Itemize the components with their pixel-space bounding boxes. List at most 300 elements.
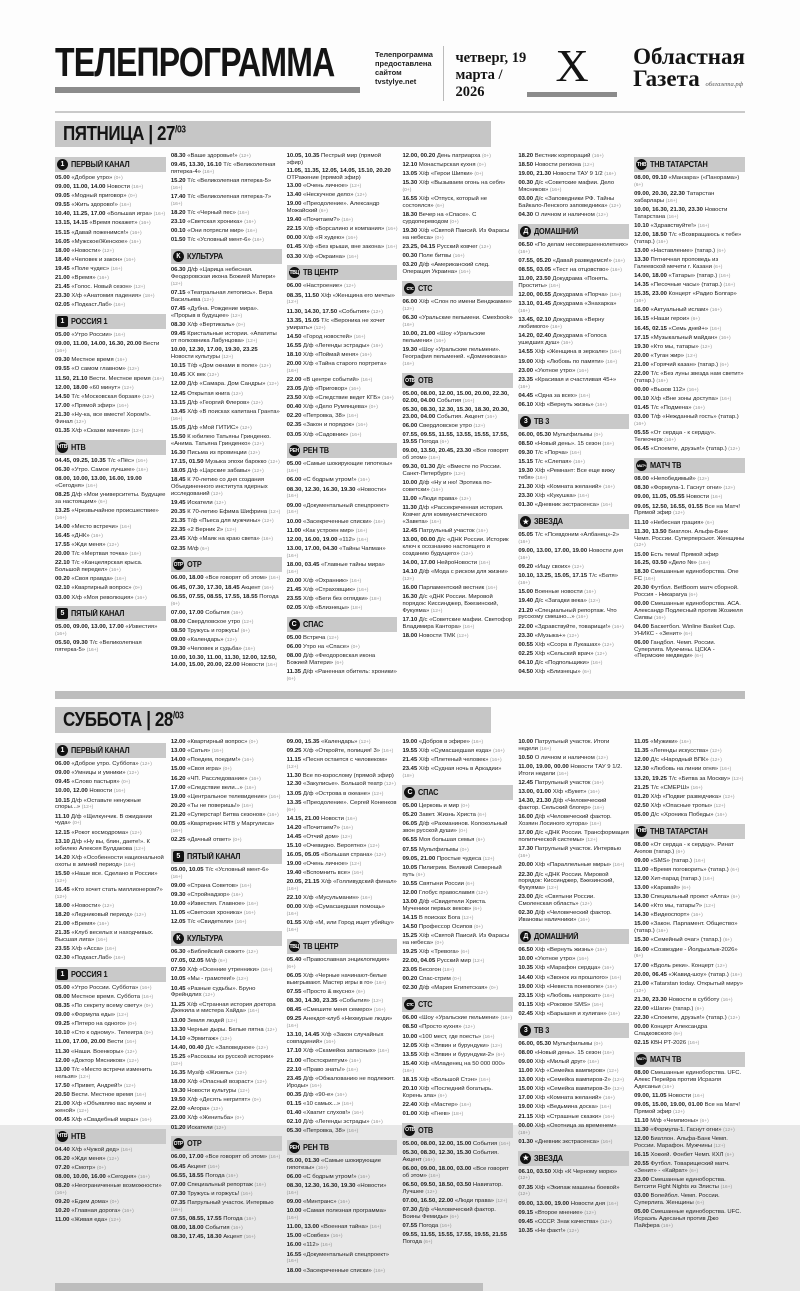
listing-item: 02.30 Д/ф «Человеческий фактор. Ивановы наличники» (16+) [518,910,629,925]
listing-item: 01.30 «Дневник экстрасенса» (16+) [518,502,629,510]
listing-item: 02.05 «Подкаст.Лаб» (16+) [55,302,166,310]
listing-item: 10.00, 16.30, 21.30, 23.30 Новости Татарстана (16+) [634,207,745,222]
listing-item: 17.40 Т/с «Великолепная пятерка-7» (16+) [171,194,282,209]
listing-item: 21.30 «Ну-ка, все вместе! Хором!». Финал (12+) [55,412,166,427]
listing-item: 17.10 Х/ф «Скамейка запасных» (16+) [287,1048,398,1056]
channel-logo-icon: ТВЦ [289,941,300,952]
listing-item: 07.30 Тружусь и горжусь! (16+) [171,1191,282,1199]
listing-item: 12.00 Д/ф «Самара. Дом Сандры» (12+) [171,381,282,389]
listing-item: 01.45 Х/ф «Без крыши, вне закона» (16+) [287,244,398,252]
listing-item: 20.30 Футбол. BetBoom матч сборной. Россия - Никарагуа (6+) [634,585,745,600]
listing-item: 09.45, 13.30, 16.10 Т/с «Великолепная пятерка-4» (16+) [171,162,282,177]
listing-item: 17.00 «Прямой эфир» (16+) [55,403,166,411]
listing-item: 18.00 Новости ТМК (12+) [402,633,513,641]
listing-item: 08.50 Тружусь и горжусь! (6+) [171,628,282,636]
listing-column [634,739,745,1276]
listing-item: 19.00 Х/ф «Невеста поневоле» (16+) [518,984,629,992]
section-divider-bar [55,1283,483,1291]
listing-item: 08.00, 18.00 События (16+) [171,1225,282,1233]
channel-logo-icon: ОТВ [404,1125,415,1136]
listing-item: 23.30 Х/ф «Анатомия падения» (18+) [55,293,166,301]
listing-item: 16.05 «Мужское/Женское» (16+) [55,239,166,247]
listing-item: 01.15 «10 самых...» (16+) [287,1101,398,1109]
listing-item: 17.00 Д/с «ДНК России. Трансформация политической системы» (12+) [518,830,629,845]
listing-item: 13.00 «Сатья» (16+) [171,748,282,756]
channel-header [55,314,166,329]
channel-name: РЕН ТВ [303,446,329,455]
channel-name: МАТЧ ТВ [650,1055,681,1064]
listing-item: 12.45 Патрульный участок (16+) [402,528,513,536]
listing-item: 10.00, 12.30, 17.00, 19.30, 23.25 Новости культуры (12+) [171,347,282,362]
listing-column [171,153,282,685]
channel-header [287,443,398,458]
listing-item: 05.00, 10.05 Т/с «Условный мент-6» (16+) [171,867,282,882]
listing-item: 15.25 Х/ф «Святой Паисий. Из Фарасы на небеса» (0+) [402,933,513,948]
listing-item: 15.30 Х/ф «Вызываем огонь на себя» (0+) [402,180,513,195]
listing-item: 03.20 Д/ф «Американский след. Операция Украина» (16+) [402,262,513,277]
listing-item: 10.10 «Здравствуйте!» (16+) [634,223,745,231]
listing-item: 09.30 Т/с «Порча» (16+) [518,450,629,458]
listing-item: 13.05 Д/ф «Острова в океане» (12+) [287,791,398,799]
listing-item: 09.00, 11.00, 14.00 Новости (16+) [55,184,166,192]
listing-item: 09.00, 13.50, 20.45, 23.30 «Все говорят об этом» (16+) [402,448,513,463]
listing-item: 09.00 «Страна Советов» (16+) [171,883,282,891]
listing-item: 21.45 «Голос. Новый сезон» (12+) [55,284,166,292]
listing-item: 10.15 Д/ф «Оставьте ненужные споры...» (12+) [55,798,166,813]
listing-item: 01.15 Х/ф «Роковое SMS» (16+) [518,1002,629,1010]
listing-item: 06.45 «Споемте, друзья!» (татар.) (12+) [634,446,745,454]
listing-item: 11.30, 13.50 Биатлон. Альфа-Банк Чемп. России. Суперперсьют. Женщины (12+) [634,529,745,551]
listing-item: 13.05 Х/ф «Герои Шипки» (0+) [402,171,513,179]
channel-header [634,458,745,473]
listing-item: 09.45 «Слово пастыря» (0+) [55,779,166,787]
listing-item: 10.00 Д/ф «Ну и ню! Эротика по-советски» (16+) [402,480,513,495]
listing-item: 02.50 Х/ф «Опасные тропы» (12+) [634,803,745,811]
provider-note: Телепрограмма предоставлена сайтом tvstylye.net [375,42,433,86]
channel-logo-icon: 1 [57,316,68,327]
listing-item: 21.45 Х/ф «Плетеный человек» (16+) [402,757,513,765]
listing-item: 14.40, 00.40 Д/с «Заповедное» (12+) [171,1045,282,1053]
listing-item: 12.00 «Доктор Мясников» (12+) [55,1058,166,1066]
listing-item: 21.00 «Горячий казан» (татар.) (6+) [634,362,745,370]
listing-item: 23.00 Д/с «Святыни России. Смоленская область» (12+) [518,894,629,909]
listing-item: 09.00 Х/ф «Милый друг» (16+) [518,1059,629,1067]
listing-item: 14.50 «Город новостей» (16+) [287,334,398,342]
listing-item: 15.00 Х/ф «Семейка вампиров-3» (12+) [518,1086,629,1094]
listing-item: 23.00 «Уютное утро» (16+) [518,368,629,376]
listing-item: 08.30, 14.30, 23.35 «События» (12+) [287,998,398,1006]
channel-name: НТВ [71,443,86,452]
listing-item: 14.00 «Место встречи» (16+) [55,524,166,532]
listing-item: 07.55 «Просто & вкусно» (6+) [287,989,398,997]
listing-item: 06.30 «Утро. Самое лучшее» (16+) [55,467,166,475]
listing-item: 16.00 Д/ф «Человеческий фактор. Хозяин Лосиного хутора» (16+) [518,814,629,829]
listing-item: 16.25, 03.50 «Дело №» (16+) [634,560,745,568]
listing-item: 05.00 Д/с «Хроника Победы» (16+) [634,812,745,820]
listing-item: 19.00 Х/ф «Любовь по памяти» (16+) [518,359,629,367]
listing-item: 16.00 Парламентский вестник (16+) [402,585,513,593]
listing-item: 09.05 «Модный приговор» (0+) [55,193,166,201]
listing-item: 00.00 Х/ф «Сумасшедшая помощь» (16+) [287,904,398,919]
listing-item: 02.05 Х/ф «Близнецы» (18+) [287,605,398,613]
listing-item: 02.30 Д/ф «Мария Египетская» (0+) [402,985,513,993]
listing-item: 15.00 Есть тема! Прямой эфир [634,552,745,559]
listing-item: 06.00 «С бодрым утром!» (16+) [287,1174,398,1182]
listing-item: 11.00 Х/ф «Семейка вампиров» (12+) [518,1068,629,1076]
listing-item: 13.30 Специальный проект «Алга» (6+) [634,894,745,902]
listing-item: 03.05 Х/ф «Садовник» (16+) [287,432,398,440]
channel-header [55,606,166,621]
channel-header [55,157,166,172]
listing-item: 22.15 Х/ф «Борсалино и компания» (16+) [287,226,398,234]
listing-item: 08.00 «От сердца - к сердцу». Ринат Аюпов (татар.) (6+) [634,842,745,857]
listing-item: 12.00 Глобус православия (12+) [402,890,513,898]
listing-item: 18.20 Т/с «Черный пес» (16+) [171,210,282,218]
listing-item: 08.30 Х/ф «Вертикаль» (0+) [171,322,282,330]
listing-item: 22.00 Т/с «Без луны звезда нам светит» (татар.) (16+) [634,371,745,386]
channel-logo-icon: С [404,787,415,798]
listing-item: 02.10 Д/ф «Легенды эстрады» (16+) [287,1119,398,1127]
listing-item: 14.15, 21.00 Новости (16+) [287,816,398,824]
listing-item: 09.00 «Минтранс» (16+) [287,1199,398,1207]
listing-item: 14.20, 02.40 Докудрама «Голоса ушедших душ» (16+) [518,333,629,348]
listing-column [287,739,398,1276]
listing-item: 06.30 Д/ф «Царица небесная. Феодоровская икона Божией Матери» (12+) [171,267,282,289]
listing-item: 12.00, 00.55 Докудрама «Порча» (16+) [518,292,629,300]
listing-item: 01.40 «Хватит слухов!» (16+) [287,1110,398,1118]
listing-item: 14.00 «Поедем, поедим!» (16+) [171,757,282,765]
listing-item: 23.00 Смешанные единоборства. Бетсити Fight Nights из Элисты (16+) [634,1177,745,1192]
listing-item: 21.15 Х/ф «Страшные сказки» (16+) [518,1114,629,1122]
listing-column [402,739,513,1276]
listing-item: 07.35 Патрульный участок. Интервью (16+) [171,1200,282,1215]
channel-name: СПАС [418,788,438,797]
listing-item: 13.00 «Очень личное» (12+) [287,183,398,191]
listing-item: 04.00 Баскетбол. Winline Basket Cup. УНИКС - «Зенит» (6+) [634,624,745,639]
listing-item: 21.00 «Постскриптум» (16+) [287,1058,398,1066]
channel-header [55,967,166,982]
listing-item: 12.05 Т/с «Свидетели» (16+) [171,919,282,927]
listing-column [518,153,629,685]
listing-item: 12.45 Патрульный участок (16+) [518,780,629,788]
listing-item: 23.10 «Светская хроника» (16+) [171,219,282,227]
channel-logo-icon: К [173,251,184,262]
listing-item: 09.30, 01.30 Д/с «Вместе по России. Санкт-Петербург» (12+) [402,464,513,479]
listing-item: 18.40 «Человек и закон» (16+) [55,257,166,265]
listing-item: 11.10 М/ф «Чемпионы» (6+) [634,1118,745,1126]
channel-name: КУЛЬТУРА [187,252,223,261]
listing-item: 15.05 Д/ф «Мой ГИТИС» (12+) [171,425,282,433]
listing-item: 16.15 «Наши герои» (6+) [634,316,745,324]
listing-item: 19.40 «Почитаем?» (16+) [287,217,398,225]
channel-logo-icon: стс [404,999,415,1010]
listing-item: 21.30, 23.30 Новости в субботу (16+) [634,997,745,1005]
listing-item: 19.30 Новости культуры (12+) [171,1088,282,1096]
listing-item: 04.30 О личном и наличном (12+) [518,212,629,220]
listing-item: 10.00, 21.00 «Шоу «Уральские пельмени» (16+) [402,331,513,346]
listing-item: 15.15 Т/с «Слепая» (16+) [518,459,629,467]
listing-item: 10.00 Патрульный участок. Итоги недели (16+) [518,739,629,754]
listing-item: 05.00 Церковь и мир (0+) [402,803,513,811]
channel-header [518,224,629,239]
listing-item: 20.05, 21.15 Х/ф «Голливудский финал» (16+) [287,879,398,894]
listing-item: 08.30, 17.45, 18.30 Акцент (16+) [171,1234,282,1242]
listing-item: 00.30 Д/с «Советские мафии. Дело Мясников» (16+) [518,180,629,195]
listing-column [171,739,282,1276]
channel-header [287,939,398,954]
listing-item: 11.00 «Живая еда» (12+) [55,1217,166,1225]
listing-item: 18.00 «Новости» (12+) [55,903,166,911]
listing-item: 07.30 Д/ф «Человеческий фактор. Воины Фемиды» (6+) [402,1207,513,1222]
channel-header [518,414,629,429]
listing-item: 10.20 «Главная дорога» (16+) [55,1208,166,1216]
listing-item: 13.00 Земля людей (12+) [171,1018,282,1026]
listing-item: 20.20 «Ты не поверишь!» (16+) [171,803,282,811]
channel-header [171,1136,282,1151]
listing-item: 18.20 «Ледниковый период» (12+) [55,912,166,920]
listing-item: 09.20 «Едим дома» (0+) [55,1199,166,1207]
listing-item: 18.00, 03.45 «Главные тайны мира» (16+) [287,562,398,577]
listing-item: 21.20 «Специальный репортаж. Что русскому смешно...» (16+) [518,608,629,623]
channel-header [402,997,513,1012]
listing-item: 16.30 Письма из провинции (12+) [171,450,282,458]
listing-item: 06.00 Гандбол. Чемп. России. Суперлига. Мужчины. ЦСКА - «Пермские медведи» (6+) [634,640,745,662]
channel-logo-icon: ТНВ [636,826,647,837]
listing-item: 19.40 «Вспомнить все» (16+) [287,870,398,878]
listing-item: 14.10 Д/ф «Мода с риском для жизни» (12+) [402,569,513,584]
listing-item: 11.30 Все по-взрослому (прямой эфир) [287,773,398,780]
listing-item: 06.50 «По делам несовершеннолетних» (16+) [518,242,629,257]
listing-item: 18.50 Новости региона (12+) [518,162,629,170]
listing-item: 12.00 «Квартирный вопрос» (0+) [171,739,282,747]
listing-item: 09.00 «Календарь» (12+) [171,637,282,645]
listing-item: 06.45, 07.30, 17.30, 18.45 Акцент (16+) [171,585,282,593]
listing-item: 02.10 «Квартирный вопрос» (0+) [55,585,166,593]
listing-item: 21.00 «Время» (16+) [55,275,166,283]
listing-item: 20.00 Х/ф «Охранник» (16+) [287,578,398,586]
channel-logo-icon: ОТР [173,559,184,570]
listing-item: 10.00, 12.00 Новости (16+) [55,788,166,796]
listing-item: 07.00, 17.00 События (16+) [171,610,282,618]
listing-column [518,739,629,1276]
channel-logo-icon: 3 [520,416,531,427]
listing-item: 20.00 «Туган жир» (12+) [634,353,745,361]
listing-item: 16.45 «ДНК» (16+) [55,533,166,541]
listing-item: 12.45 Открытая книга (12+) [171,391,282,399]
channel-header [171,849,282,864]
listing-item: 16.00 «Созвездие - Йолдызлык-2026» (6+) [634,947,745,962]
listing-item: 15.30 «Семейный очаг» (татар.) (6+) [634,937,745,945]
listing-item: 06.55, 07.55, 08.55, 17.55, 18.55 Погода (6+) [171,594,282,609]
channel-name: РОССИЯ 1 [71,317,107,326]
channel-name: РОССИЯ 1 [71,970,107,979]
channel-name: ЗВЕЗДА [534,1154,563,1163]
listing-item: 19.45 «Поле чудес» (16+) [55,266,166,274]
listing-item: 11.05 «Светская хроника» (16+) [171,910,282,918]
listing-item: 11.30 «Формула-1. Гаснут огни» (12+) [634,1127,745,1135]
listing-item: 04.50 Х/ф «Близнецы» (6+) [518,669,629,677]
listing-item: 07.55, 08.55, 17.55 Погода (16+) [171,1216,282,1224]
listing-item: 13.45, 02.10 Докудрама «Верну любимого» (16+) [518,317,629,332]
listing-item: 12.00, 18.00 «60 минут» (12+) [55,385,166,393]
listing-item: 11.25 Х/ф «Странная история доктора Джекила и мистера Хайда» (16+) [171,1002,282,1017]
listing-item: 10.00 «Известия. Главное» (16+) [171,901,282,909]
listing-item: 14.30 «Видеоспорт» (16+) [634,912,745,920]
listing-item: 14.55 Х/ф «Женщина в зеркале» (16+) [518,349,629,357]
listing-item: 17.30 Патрульный участок. Интервью (16+) [518,846,629,861]
listing-item: 09.05, 12.50, 16.55, 01.55 Все на Матч! Прямой эфир (12+) [634,504,745,519]
listing-item: 22.30 «Споемте, друзья!» (татар.) (12+) [634,1015,745,1023]
listing-item: 12.05 Х/ф «Элвин и бурундуки» (12+) [402,1043,513,1051]
listing-item: 12.15 «Рокот космодрома» (12+) [55,830,166,838]
listing-item: 06.10 Х/ф «Вернуть жизнь» (16+) [518,402,629,410]
listing-item: 10.05 «Мы - грамотеи!» (12+) [171,976,282,984]
listing-item: 23.05 Д/ф «Приговор» (16+) [287,386,398,394]
listing-item: 09.20 «Ищу своих» (12+) [518,564,629,572]
channel-header [402,1123,513,1138]
listing-item: 08.00 «Новый день». 15 сезон (16+) [518,1050,629,1058]
listing-item: 23.00 Х/ф «Женитьба» (0+) [171,1115,282,1123]
listing-item: 05.00 Смешанные единоборства. UFC. Исраэль Адесанья против Джо Пайфера (16+) [634,1209,745,1231]
listing-item: 20.00, 06.45 «Жавид-шоу» (татар.) (16+) [634,972,745,980]
listing-item: 18.45 К 70-летию со дня создания Объединенного института ядерных исследований (12+) [171,477,282,499]
listing-item: 00.35 Д/ф «90-е» (16+) [287,1092,398,1100]
listing-item: 02.30 «Подкаст.Лаб» (16+) [55,955,166,963]
listing-item: 15.20 Т/с «Великолепная пятерка-5» (16+) [171,178,282,193]
listing-item: 22.00 «Агора» (12+) [171,1106,282,1114]
listing-item: 01.35 Х/ф «Сказки мачехи» (12+) [55,428,166,436]
listing-item: 05.40 «Православная энциклопедия» (6+) [287,957,398,972]
channel-name: РЕН ТВ [303,1143,329,1152]
channel-logo-icon: Д [520,931,531,942]
listing-item: 16.55 Д/ф «Легенды эстрады» (16+) [287,343,398,351]
listing-item: 08.30 «Формула-1. Гаснут огни» (12+) [634,485,745,493]
listing-item: 15.00 Военные новости (16+) [518,589,629,597]
listing-item: 08.00, 10.00, 16.00 «Сегодня» (16+) [55,1174,166,1182]
listing-item: 09.55, 11.55, 15.55, 17.55, 19.55, 21.55 Погода (6+) [402,1232,513,1247]
listing-item: 12.00, 16.00, 19.00 «112» (16+) [287,537,398,545]
listing-item: 16.55 Х/ф «Отпуск, который не состоялся» (6+) [402,196,513,211]
listing-item: 15.00 «Совбез» (16+) [287,1233,398,1241]
listing-item: 13.15, 14.15 «Время покажет» (16+) [55,220,166,228]
listing-item: 08.00 Смешанные единоборства. UFC. Алекс Перейра против Исраэля Адесаньи (16+) [634,1070,745,1092]
listing-item: 22.30 Д/с «ДНК России. Мировой порядок: Киссинджер, Бжезинский, Фукуяма» (12+) [518,872,629,894]
listing-item: 10.00 «Уютное утро» (16+) [518,956,629,964]
listing-item: 21.35 «Клуб веселых и находчивых. Высшая лига» (16+) [55,930,166,945]
listing-item: 17.50 «Привет, Андрей!» (12+) [55,1083,166,1091]
listing-item: 18.30 Вечер на «Спасе». С сурдопереводом (0+) [402,212,513,227]
channel-name: ОТР [187,560,202,569]
listing-item: 14.50 Т/с «Московская борзая» (12+) [55,394,166,402]
listing-item: 05.00 Встреча (12+) [287,635,398,643]
listing-item: 22.00 «В центре событий» (16+) [287,377,398,385]
listing-item: 05.30, 08.30, 12.30, 15.30 События. Акцент (16+) [402,1150,513,1165]
listing-item: 12.00, 18.50 Т/с «Возвращаюсь к тебе» (татар.) (16+) [634,232,745,247]
listing-item: 09.05, 21.00 Простые чудеса (12+) [402,856,513,864]
listing-item: 23.30 Х/ф «Кукушка» (16+) [518,493,629,501]
listing-item: 13.10 Д/ф «Ну вы, блин, даете!». К юбилею Алексея Булдакова (12+) [55,839,166,854]
listing-item: 07.45 «Дубна. Рождение мира». «Прорыв в будущее» (12+) [171,306,282,321]
listing-item: 05.55 «От сердца - к сердцу». Телеочерк (16+) [634,430,745,445]
listing-item: 06.00 «Шоу «Уральские пельмени» (16+) [402,1015,513,1023]
listing-item: 09.55 «Жить здорово!» (16+) [55,202,166,210]
listing-item: 06.00 «Доброе утро. Суббота» (12+) [55,761,166,769]
listing-item: 16.30 Д/с «ДНК России. Мировой порядок: Киссинджер, Бжезинский, Фукуяма» (12+) [402,594,513,616]
listing-item: 09.30 «Стройнадзор» (16+) [171,892,282,900]
listing-item: 23.35 «Красивая и счастливая 45+» (16+) [518,377,629,392]
listing-item: 08.00 «Непобедимый» (12+) [634,476,745,484]
listing-item: 20.00 Т/с «Мертвая точка» (16+) [55,551,166,559]
listing-item: 09.25 «Пятеро на одного» (0+) [55,1021,166,1029]
listing-item: 09.45 «СССР. Знак качества» (12+) [518,1219,629,1227]
listing-item: 07.50 Х/ф «Осенние утренники» (16+) [171,967,282,975]
channel-logo-icon: 3 [520,1025,531,1036]
listing-item: 17.00 «Следствие вели...» (16+) [171,785,282,793]
listing-item: 09.00, 11.05 Новости (16+) [634,1093,745,1101]
listing-item: 09.00 «Формула еды» (12+) [55,1012,166,1020]
channel-header [171,249,282,264]
channel-name: КУЛЬТУРА [187,934,223,943]
listing-item: 08.00 Свердловское утро (12+) [171,619,282,627]
listing-item: 14.15 В поисках Бога (12+) [402,915,513,923]
listing-item: 10.10 «Сто к одному». Телеигра (0+) [55,1030,166,1038]
channel-header [402,785,513,800]
listing-item: 06.10, 03.50 Х/ф «К Черному морю» (12+) [518,1169,629,1184]
channel-logo-icon: 5 [57,608,68,619]
listing-item: 23.30 «Музыка+» (12+) [518,633,629,641]
listing-item: 17.00 «Вдоль реки». Концерт (12+) [634,963,745,971]
listing-item: 14.45 «Отчий дом» (12+) [287,834,398,842]
listing-item: 19.00, 21.30 Новости ТАУ 9 1/2 (16+) [518,171,629,179]
listing-item: 10.10, 13.25, 15.05, 17.15 Т/с «Батя» (16+) [518,573,629,588]
listing-item: 14.00, 17.00 НейроНовости (16+) [402,560,513,568]
listing-item: 00.10 «Они потрясли мир» (16+) [171,228,282,236]
listing-item: 21.35 Т/ф «Пьеса для мужчины» (12+) [171,518,282,526]
listing-item: 23.55 Х/ф «Асса» (16+) [55,946,166,954]
listing-item: 02.15 КВН РТ-2026 (16+) [634,1040,745,1048]
listing-item: 08.35 «По секрету всему свету» (0+) [55,1003,166,1011]
listing-item: 07.55 Мультфильмы (0+) [402,847,513,855]
listing-item: 22.10 «Право знать!» (16+) [287,1067,398,1075]
listing-item: 13.55 Х/ф «Элвин и бурундуки-2» (6+) [402,1052,513,1060]
listing-item: 23.15 Х/ф «Любовь напрокат» (16+) [518,993,629,1001]
listing-item: 00.00 «Вызов 112» (16+) [634,387,745,395]
listing-item: 21.00 «Время» (16+) [55,921,166,929]
channel-name: ПЯТЫЙ КАНАЛ [187,852,240,861]
listing-item: 11.00 «Время поговорить» (татар.) (6+) [634,867,745,875]
listing-item: 09.25 Х/ф «Откройте, полиция! 3» (16+) [287,748,398,756]
listing-item: 23.45 Д/ф «Обжалованию не подлежит. Ироды» (16+) [287,1076,398,1091]
listing-item: 12.30 «Любовь на линии огня» (16+) [634,766,745,774]
listing-item: 09.00, 15.35 «Календарь» (12+) [287,739,398,747]
listing-item: 16.15 Хоккей. Фонбет Чемп. КХЛ (6+) [634,1152,745,1160]
listing-column [55,739,166,1276]
listing-item: 23.55 Х/ф «Беги без оглядки» (18+) [287,596,398,604]
listing-item: 06.00, 05.30 Мультфильмы (0+) [518,432,629,440]
listing-item: 20.00 Х/ф «Параллельные миры» (16+) [518,862,629,870]
listing-item: 18.05 Д/ф «Царские забавы» (12+) [171,468,282,476]
channel-name: ОТР [187,1139,202,1148]
listing-item: 10.35 Х/ф «Марафон сердца» (16+) [518,965,629,973]
listing-item: 17.15, 01.50 Музыка эпохи барокко (12+) [171,459,282,467]
listing-item: 13.00 «Наставление» (татар.) (6+) [634,248,745,256]
listing-item: 06.45 Акцент (16+) [171,1164,282,1172]
listing-item: 07.00, 16.50, 22.00 «Люди права» (12+) [402,1198,513,1206]
listing-item: 12.00, 00.20 День патриарха (0+) [402,153,513,161]
listing-item: 19.00 «Преодоление». Александр Можайский (6+) [287,201,398,216]
listing-item: 00.45 Х/ф «Свадебный марш» (16+) [55,1117,166,1125]
channel-header [402,281,513,296]
